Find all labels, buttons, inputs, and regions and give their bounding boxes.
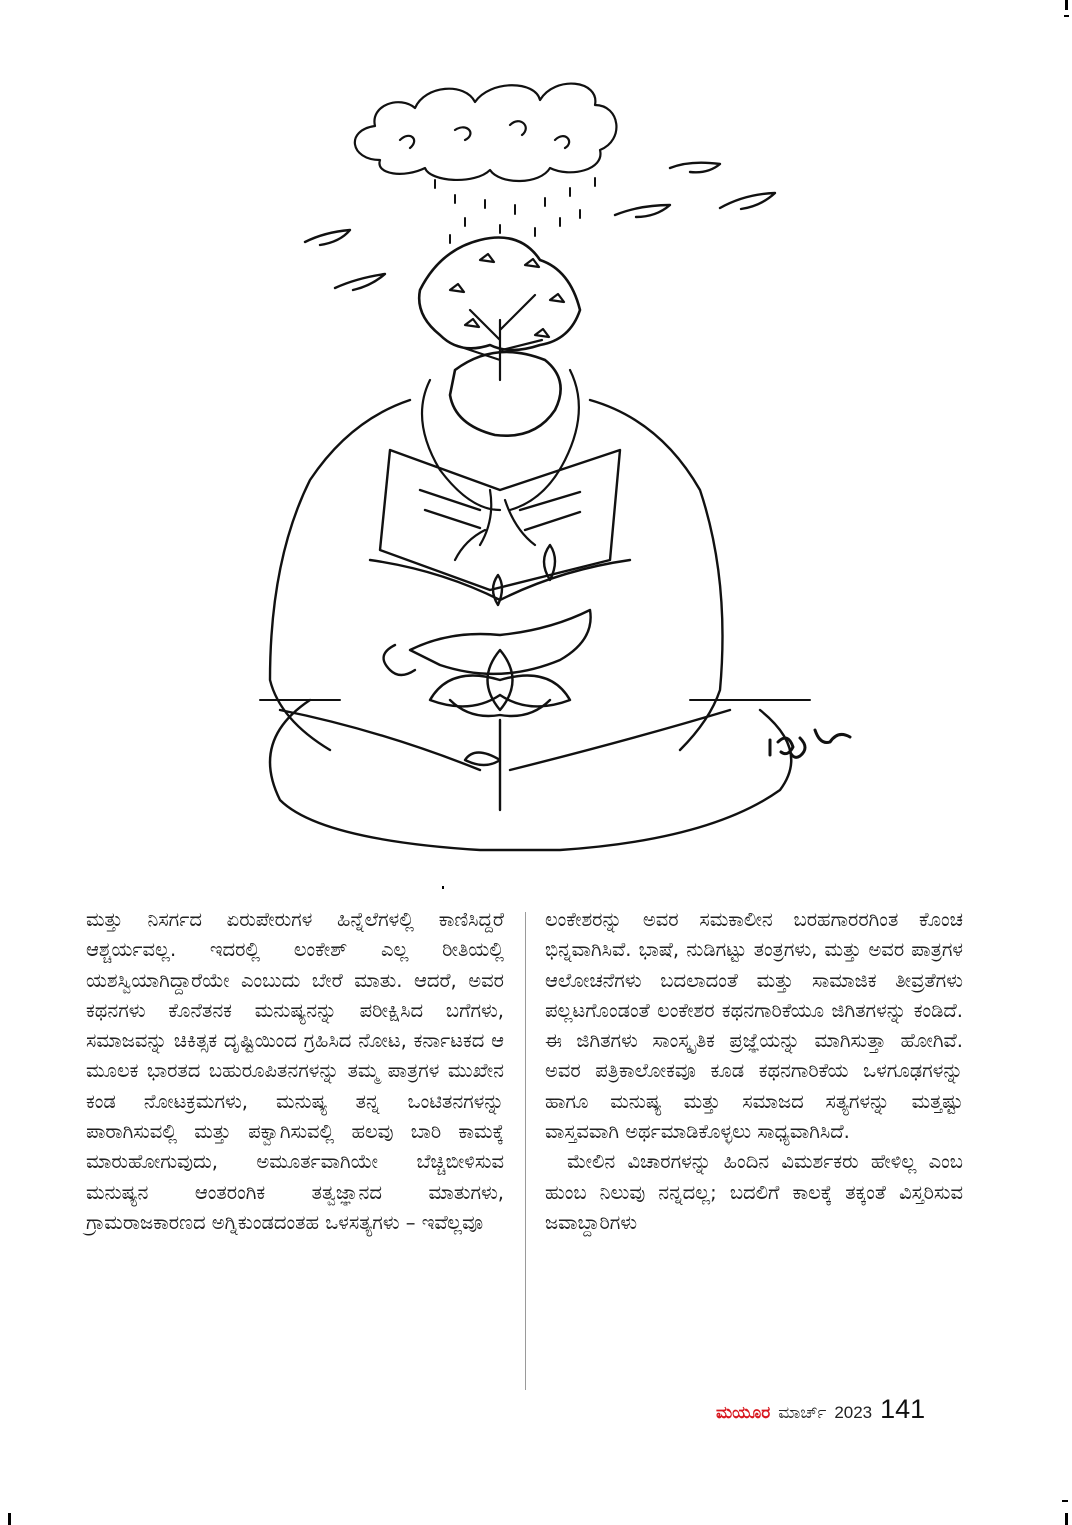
article-left-column [86,905,504,1238]
root-head-icon [422,352,579,560]
column-divider [525,912,526,1390]
crop-mark [8,1513,11,1525]
crop-mark [1065,1513,1068,1525]
body-robe-icon [270,400,791,850]
crop-mark [1064,15,1069,17]
crop-mark [1065,0,1068,10]
page-footer [716,1394,925,1428]
page-number: 141 [880,1394,926,1424]
tree-icon [419,238,580,381]
meditating-figure-illustration [250,60,950,860]
birds-icon [305,163,775,290]
crop-mark [1062,1500,1068,1502]
paragraph: ಲಂಕೇಶರನ್ನು ಅವರ ಸಮಕಾಲೀನ ಬರಹಗಾರರಗಿಂತ ಕೊಂಚ ಭಿನ್ನವಾಗಿಸಿವೆ. ಭಾಷೆ, ನುಡಿಗಟ್ಟು ತಂತ್ರಗಳು, ಮತ್ತು ಅವರ ಪಾತ್ರಗಳ ಆಲೋಚನೆಗಳು ಬದಲಾದಂತೆ ಮತ್ತು ಸಾಮಾಜಿಕ ತೀವ್ರತೆಗಳು ಪಲ್ಲಟಗೊಂಡಂತೆ ಲಂಕೇಶರ ಕಥನಗಾರಿಕೆಯೂ ಜಿಗಿತಗಳನ್ನು ಕಂಡಿದೆ. ಈ ಜಿಗಿತಗಳು ಸಾಂಸ್ಕೃತಿಕ ಪ್ರಜ್ಞೆಯನ್ನು ಮಾಗಿಸುತ್ತಾ ಹೋಗಿವೆ. ಅವರ ಪತ್ರಿಕಾಲೋಕವೂ ಕೂಡ ಕಥನಗಾರಿಕೆಯ ಒಳಗೂಢಗಳನ್ನು ಹಾಗೂ ಮನುಷ್ಯ ಮತ್ತು ಸಮಾಜದ ಸತ್ಯಗಳನ್ನು ಮತ್ತಷ್ಟು ವಾಸ್ತವವಾಗಿ ಅರ್ಥಮಾಡಿಕೊಳ್ಳಲು ಸಾಧ್ಯವಾಗಿಸಿದೆ. [545,908,963,1144]
magazine-brand: ಮಯೂರ [716,1403,771,1423]
paragraph: ಮತ್ತು ನಿಸರ್ಗದ ಏರುಪೇರುಗಳ ಹಿನ್ನೆಲೆಗಳಲ್ಲಿ ಕಾಣಿಸಿದ್ದರೆ ಆಶ್ಚರ್ಯವಲ್ಲ. ಇದರಲ್ಲಿ ಲಂಕೇಶ್ ಎಲ್ಲ ರೀತಿಯಲ್ಲಿ ಯಶಸ್ವಿಯಾಗಿದ್ದಾರೆಯೇ ಎಂಬುದು ಬೇರೆ ಮಾತು. ಆದರೆ, ಅವರ ಕಥನಗಳು ಕೊನೆತನಕ ಮನುಷ್ಯನನ್ನು ಪರೀಕ್ಷಿಸಿದ ಬಗೆಗಳು, ಸಮಾಜವನ್ನು ಚಿಕಿತ್ಸಕ ದೃಷ್ಟಿಯಿಂದ ಗ್ರಹಿಸಿದ ನೋಟ, ಕರ್ನಾಟಕದ ಆ ಮೂಲಕ ಭಾರತದ ಬಹುರೂಪಿತನಗಳನ್ನು ತಮ್ಮ ಪಾತ್ರಗಳ ಮುಖೇನ ಕಂಡ ನೋಟಕ್ರಮಗಳು, ಮನುಷ್ಯ ತನ್ನ ಒಂಟಿತನಗಳನ್ನು ಪಾರಾಗಿಸುವಲ್ಲಿ ಮತ್ತು ಪಕ್ವಾಗಿಸುವಲ್ಲಿ ಹಲವು ಬಾರಿ ಕಾಮಕ್ಕೆ ಮಾರುಹೋಗುವುದು, ಅಮೂರ್ತವಾಗಿಯೇ ಬೆಚ್ಚಿಬೀಳಿಸುವ ಮನುಷ್ಯನ ಆಂತರಂಗಿಕ ತತ್ವಜ್ಞಾನದ ಮಾತುಗಳು, ಗ್ರಾಮರಾಜಕಾರಣದ ಅಗ್ನಿಕುಂಡದಂತಹ ಒಳಸತ್ಯಗಳು – ಇವೆಲ್ಲವೂ [86,908,504,1234]
paragraph: ಮೇಲಿನ ವಿಚಾರಗಳನ್ನು ಹಿಂದಿನ ವಿಮರ್ಶಕರು ಹೇಳಿಲ್ಲ ಎಂಬ ಹುಂಬ ನಿಲುವು ನನ್ನದಲ್ಲ; ಬದಲಿಗೆ ಕಾಲಕ್ಕೆ ತಕ್ಕಂತೆ ವಿಸ್ತರಿಸುವ ಜವಾಬ್ದಾರಿಗಳು [545,1150,963,1234]
issue-year: 2023 [834,1403,873,1422]
cloud-icon [355,84,617,181]
issue-month: ಮಾರ್ಚ್ [778,1403,827,1423]
article-right-column [545,905,963,1238]
raindrops-icon [435,178,595,243]
oil-lamp-icon [384,545,591,675]
crop-mark [442,886,444,889]
